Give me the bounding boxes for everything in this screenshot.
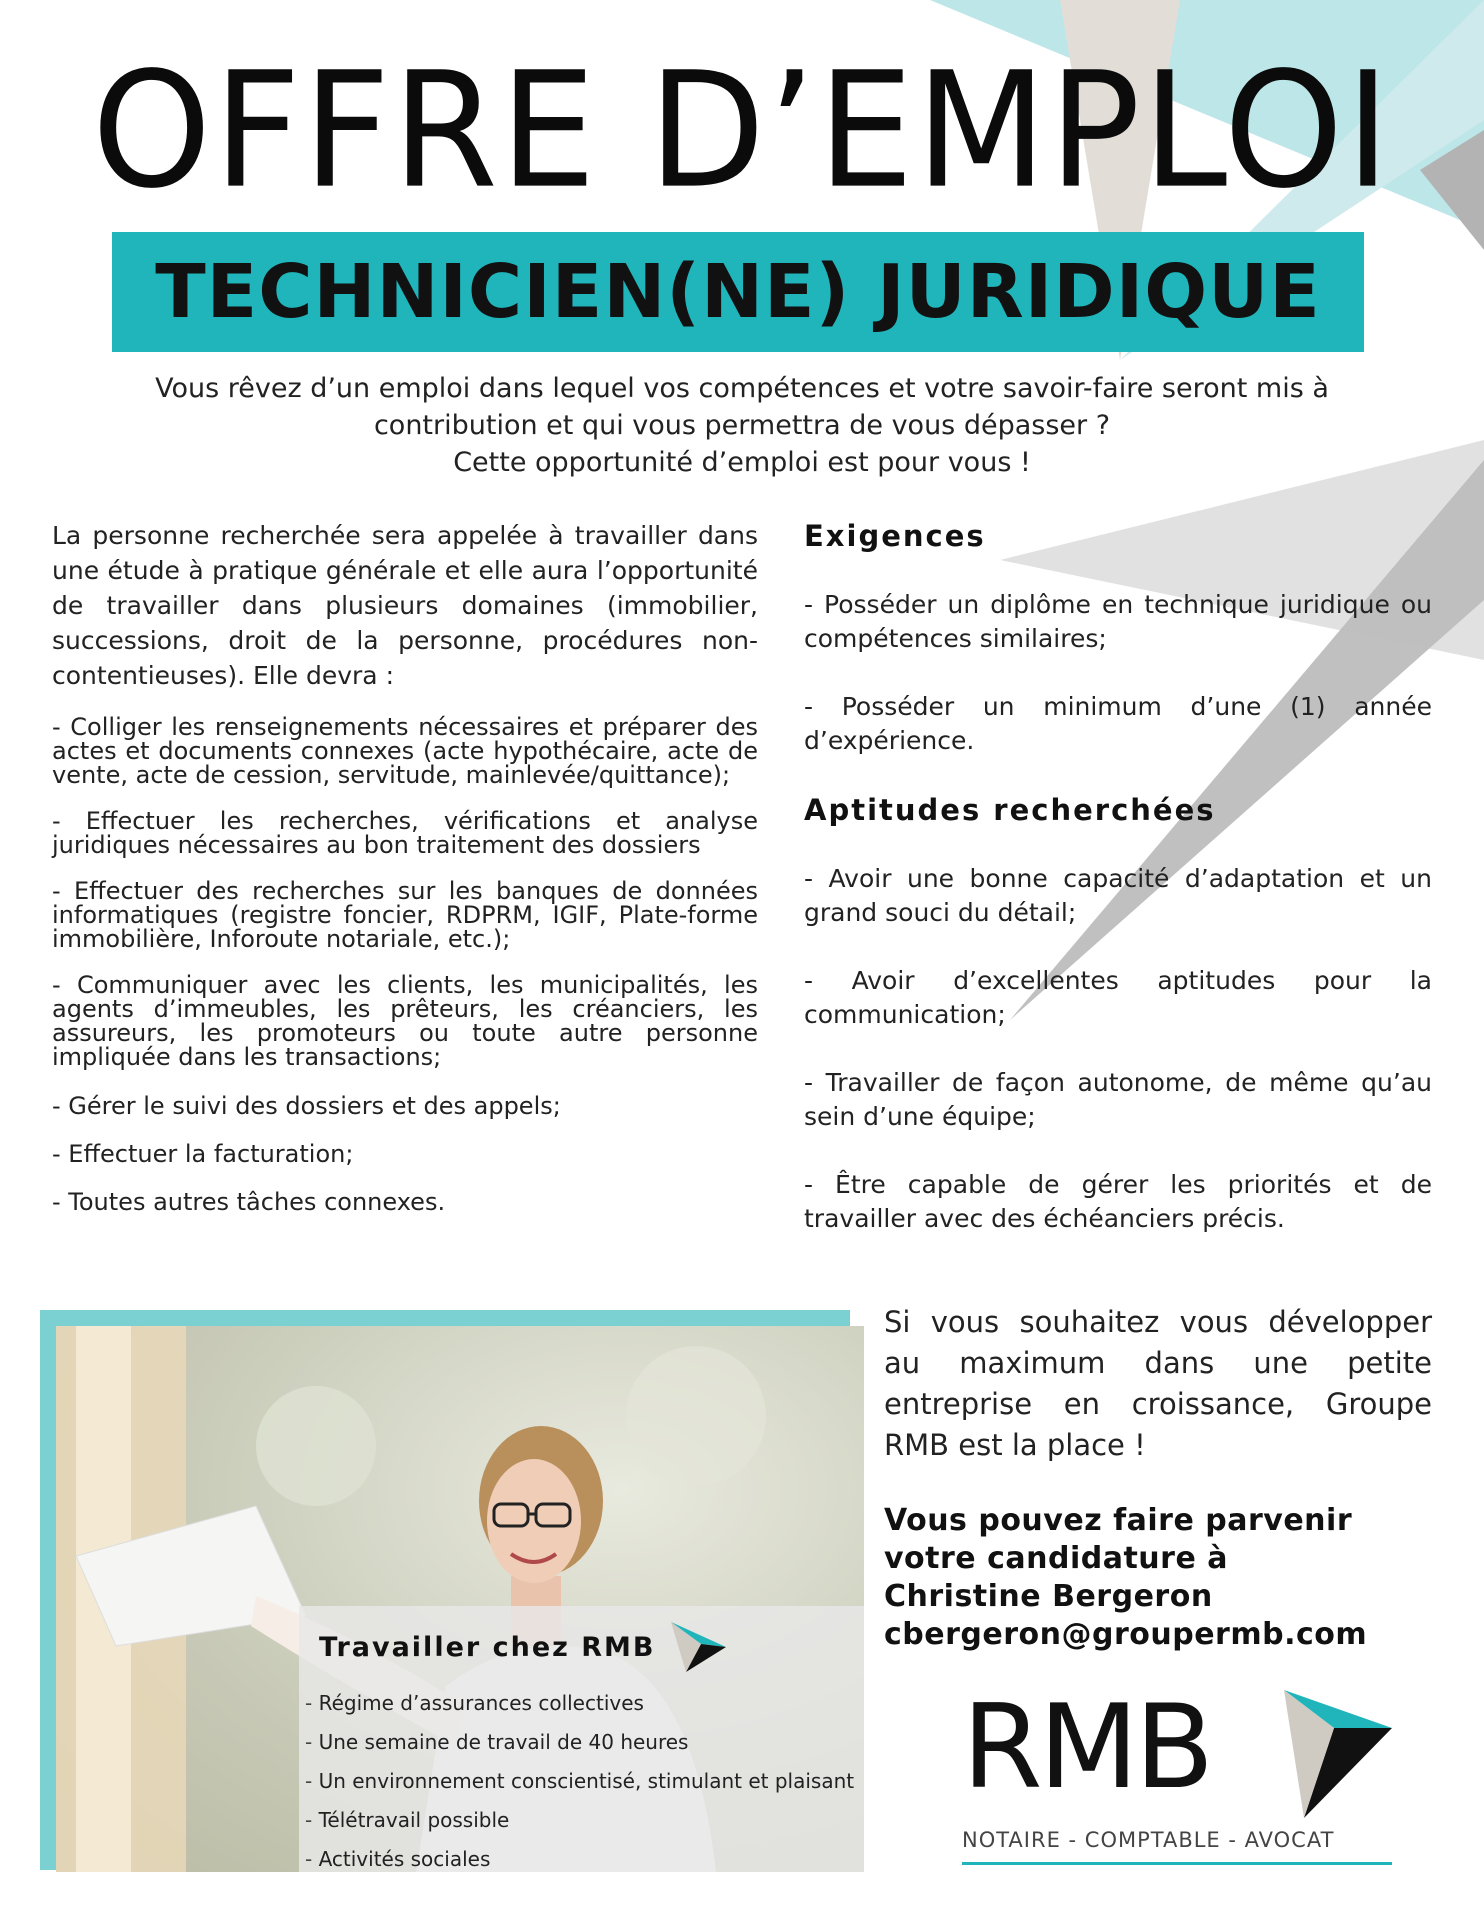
duty-item: - Effectuer les recherches, vérifications et analyse juridiques nécessaires au bon traitement des dossiers [52,807,758,859]
page-title: OFFRE D’EMPLOI [91,37,1393,224]
contact-email[interactable]: cbergeron@groupermb.com [884,1617,1368,1652]
benefit-item: - Télétravail possible [305,1801,860,1840]
duties-lead: La personne recherchée sera appelée à travailler dans une étude à pratique générale et elle aura l’opportunité de travailler dans plusieurs domaines (immobilier, successions, droit de la personne, procédures non-contentieuses). Elle devra : [52,521,758,690]
duty-item: - Communiquer avec les clients, les municipalités, les agents d’immeubles, les prêteurs, les créanciers, les assureurs, les promoteurs ou toute autre personne impliquée dans les transactions; [52,971,758,1071]
intro-line: contribution et qui vous permettra de vous dépasser ? [373,410,1111,441]
job-title-banner [112,232,1364,352]
skill-item: - Avoir d’excellentes aptitudes pour la communication; [804,966,1432,1029]
benefits-box [299,1606,864,1872]
apply-contact [884,1502,1484,1654]
office-photo [56,1326,864,1872]
apply-line: Vous pouvez faire parvenir [884,1503,1353,1538]
job-title: TECHNICIEN(NE) JURIDIQUE [155,249,1321,335]
duty-item: - Toutes autres tâches connexes. [52,1188,446,1216]
intro-line: Cette opportunité d’emploi est pour vous ! [453,447,1031,478]
apply-line: votre candidature à [884,1541,1228,1576]
duty-item: - Gérer le suivi des dossiers et des appels; [52,1092,561,1120]
skill-item: - Avoir une bonne capacité d’adaptation et un grand souci du détail; [804,864,1432,927]
requirements-heading: Exigences [804,519,986,553]
rmb-arrow-icon [671,1622,731,1672]
duties-section [52,518,758,1235]
rmb-logo [962,1680,1392,1870]
requirement-item: - Posséder un minimum d’une (1) année d’expérience. [804,692,1432,755]
logo-wordmark: RMB [962,1680,1211,1815]
intro-text [90,370,1394,481]
benefit-item: - Un environnement conscientisé, stimulant et plaisant [305,1762,860,1801]
duty-item: - Effectuer des recherches sur les banques de données informatiques (registre foncier, RDPRM, IGIF, Plate-forme immobilière, Inforoute notariale, etc.); [52,877,758,953]
benefits-heading: Travailler chez RMB [319,1632,656,1663]
benefit-item: - Une semaine de travail de 40 heures [305,1723,860,1762]
benefit-item: - Activités sociales [305,1840,860,1872]
logo-underline [962,1862,1392,1865]
skill-item: - Travailler de façon autonome, de même qu’au sein d’une équipe; [804,1068,1432,1131]
logo-tagline: NOTAIRE - COMPTABLE - AVOCAT [962,1828,1335,1852]
benefits-list [305,1684,860,1872]
contact-name: Christine Bergeron [884,1579,1213,1614]
duty-item: - Colliger les renseignements nécessaires et préparer des actes et documents connexes (acte hypothécaire, acte de vente, acte de cession, servitude, mainlevée/quittance); [52,713,758,789]
skills-heading: Aptitudes recherchées [804,793,1216,827]
benefit-item: - Régime d’assurances collectives [305,1684,860,1723]
cta-text: Si vous souhaitez vous développer au maximum dans une petite entreprise en croissance, Groupe RMB est la place ! [884,1305,1432,1462]
duty-item: - Effectuer la facturation; [52,1140,354,1168]
intro-line: Vous rêvez d’un emploi dans lequel vos compétences et votre savoir-faire seront mis à [155,373,1329,404]
logo-arrow-icon [1274,1690,1394,1820]
requirement-item: - Posséder un diplôme en technique juridique ou compétences similaires; [804,590,1432,653]
requirements-section [804,518,1432,1270]
skill-item: - Être capable de gérer les priorités et de travailler avec des échéanciers précis. [804,1170,1432,1233]
